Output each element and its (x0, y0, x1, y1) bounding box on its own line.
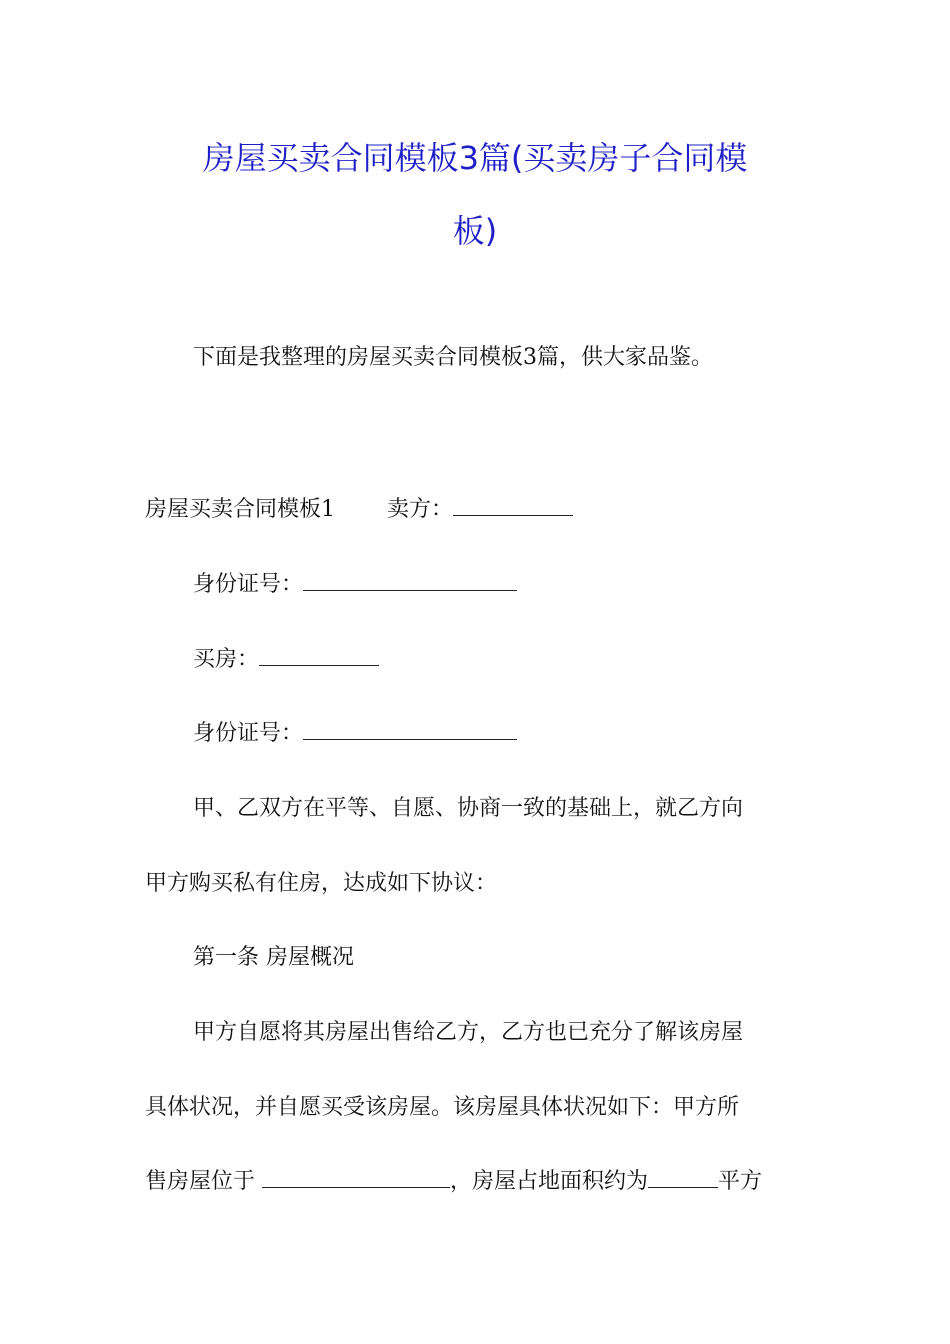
seller-id-label: 身份证号： (193, 572, 304, 597)
area-unit: 平方 (718, 1169, 763, 1194)
buyer-id-blank (303, 719, 517, 740)
para1-line-2: 甲方购买私有住房，达成如下协议： (145, 871, 498, 896)
seller-id-blank (303, 570, 517, 591)
location-blank (262, 1167, 450, 1188)
location-label: 售房屋位于 (145, 1169, 262, 1194)
article-1-heading: 第一条 房屋概况 (193, 945, 354, 970)
buyer-line (193, 645, 379, 675)
area-label: ，房屋占地面积约为 (450, 1169, 649, 1194)
buyer-id-line (193, 719, 517, 749)
area-blank (648, 1167, 718, 1188)
seller-blank (453, 495, 573, 516)
buyer-id-label: 身份证号： (193, 721, 304, 746)
document-title-line-2: 板) (452, 212, 498, 250)
seller-label: 卖方： (387, 497, 454, 522)
para1-line-1: 甲、乙双方在平等、自愿、协商一致的基础上，就乙方向 (193, 796, 744, 821)
para2-line-3 (145, 1167, 762, 1197)
seller-id-line (193, 570, 517, 600)
buyer-label: 买房： (193, 647, 260, 672)
para2-line-1: 甲方自愿将其房屋出售给乙方，乙方也已充分了解该房屋 (193, 1020, 744, 1045)
buyer-blank (259, 645, 379, 666)
section-heading: 房屋买卖合同模板1 (145, 497, 335, 522)
para2-line-2: 具体状况，并自愿买受该房屋。该房屋具体状况如下：甲方所 (145, 1095, 740, 1120)
seller-line (145, 495, 573, 525)
intro-paragraph: 下面是我整理的房屋买卖合同模板3篇，供大家品鉴。 (193, 345, 713, 370)
document-title-line-1: 房屋买卖合同模板3篇(买卖房子合同模 (202, 139, 748, 177)
